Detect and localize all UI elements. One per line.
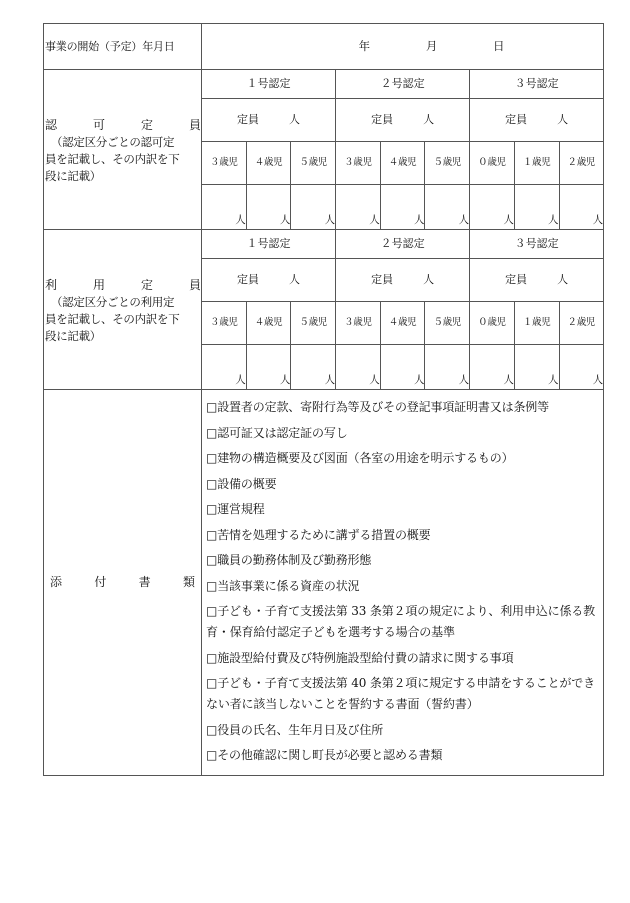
attachments-row — [44, 390, 604, 776]
start-date-row — [44, 24, 604, 70]
usage-capacity-title: 利 用 定 員 — [45, 277, 201, 292]
attachment-checkbox-item[interactable]: □役員の氏名、生年月日及び住所 — [206, 722, 384, 737]
approved-count-field[interactable]: 人 — [559, 185, 604, 230]
attachment-checkbox-item[interactable]: □子ども・子育て支援法第 33 条第２項の規定により、利用申込に係る教育・保育給付認定子どもを選考する場合の基準 — [206, 604, 596, 639]
attachment-checkbox-item[interactable]: □職員の勤務体制及び勤務形態 — [206, 553, 372, 567]
usage-count-field[interactable]: 人 — [202, 345, 247, 390]
usage-cat1-capacity-field[interactable]: 定員 人 — [202, 259, 336, 302]
approved-count-field[interactable]: 人 — [425, 185, 470, 230]
usage-age-header: ３歳児 — [336, 302, 381, 345]
usage-count-field[interactable]: 人 — [291, 345, 336, 390]
approved-age-header: ４歳児 — [246, 142, 291, 185]
approved-count-field[interactable]: 人 — [514, 185, 559, 230]
checkbox-icon[interactable]: □ — [206, 578, 218, 593]
usage-age-header: ２歳児 — [559, 302, 604, 345]
checkbox-icon[interactable]: □ — [206, 676, 218, 690]
usage-cat3-capacity-field[interactable]: 定員 人 — [470, 259, 604, 302]
approved-age-header: ５歳児 — [291, 142, 336, 185]
approved-age-header: ３歳児 — [202, 142, 247, 185]
approved-cat2-header: ２号認定 — [336, 70, 470, 99]
approved-count-field[interactable]: 人 — [246, 185, 291, 230]
approved-age-header: ２歳児 — [559, 142, 604, 185]
approved-count-field[interactable]: 人 — [470, 185, 515, 230]
approved-age-header: ０歳児 — [470, 142, 515, 185]
usage-count-field[interactable]: 人 — [380, 345, 425, 390]
usage-capacity-label — [44, 230, 202, 390]
usage-count-field[interactable]: 人 — [514, 345, 559, 390]
approved-count-field[interactable]: 人 — [291, 185, 336, 230]
usage-age-header: ５歳児 — [291, 302, 336, 345]
checkbox-icon[interactable]: □ — [206, 476, 218, 491]
usage-cat1-header: １号認定 — [202, 230, 336, 259]
usage-count-field[interactable]: 人 — [336, 345, 381, 390]
usage-age-header: ０歳児 — [470, 302, 515, 345]
attachments-label: 添 付 書 類 — [44, 390, 202, 776]
usage-capacity-description: （認定区分ごとの利用定 員を記載し、その内訳を下 段に記載） — [45, 295, 180, 343]
usage-count-field[interactable]: 人 — [425, 345, 470, 390]
attachments-checklist — [202, 390, 604, 776]
attachment-checkbox-item[interactable]: □施設型給付費及び特例施設型給付費の請求に関する事項 — [206, 650, 514, 665]
approved-cat3-header: ３号認定 — [470, 70, 604, 99]
approved-cat2-capacity-field[interactable]: 定員 人 — [336, 99, 470, 142]
checkbox-icon[interactable]: □ — [206, 451, 218, 465]
checkbox-icon[interactable]: □ — [206, 722, 218, 737]
attachment-checkbox-item[interactable]: □その他確認に関し町長が必要と認める書類 — [206, 748, 443, 762]
approved-count-field[interactable]: 人 — [202, 185, 247, 230]
application-form-table — [43, 23, 604, 776]
month-label: 月 — [425, 38, 438, 53]
start-date-field[interactable] — [202, 24, 604, 70]
attachment-checkbox-item[interactable]: □運営規程 — [206, 502, 265, 516]
usage-count-field[interactable]: 人 — [559, 345, 604, 390]
attachment-checkbox-item[interactable]: □苦情を処理するために講ずる措置の概要 — [206, 527, 431, 542]
checkbox-icon[interactable]: □ — [206, 553, 218, 567]
approved-cat3-capacity-field[interactable]: 定員 人 — [470, 99, 604, 142]
start-date-label: 事業の開始（予定）年月日 — [44, 24, 202, 70]
usage-age-header: ５歳児 — [425, 302, 470, 345]
approved-capacity-label — [44, 70, 202, 230]
approved-count-field[interactable]: 人 — [336, 185, 381, 230]
year-label: 年 — [358, 38, 371, 53]
attachment-checkbox-item[interactable]: □設備の概要 — [206, 476, 277, 491]
checkbox-icon[interactable]: □ — [206, 425, 218, 440]
usage-age-header: ４歳児 — [246, 302, 291, 345]
usage-age-header: ４歳児 — [380, 302, 425, 345]
checkbox-icon[interactable]: □ — [206, 604, 218, 618]
approved-capacity-title: 認 可 定 員 — [45, 117, 201, 132]
usage-cat3-header: ３号認定 — [470, 230, 604, 259]
usage-count-field[interactable]: 人 — [246, 345, 291, 390]
approved-count-field[interactable]: 人 — [380, 185, 425, 230]
approved-age-header: ４歳児 — [380, 142, 425, 185]
checkbox-icon[interactable]: □ — [206, 650, 218, 665]
approved-cat1-capacity-field[interactable]: 定員 人 — [202, 99, 336, 142]
attachment-checkbox-item[interactable]: □当該事業に係る資産の状況 — [206, 578, 360, 593]
attachment-checkbox-item[interactable]: □設置者の定款、寄附行為等及びその登記事項証明書又は条例等 — [206, 400, 550, 414]
checkbox-icon[interactable]: □ — [206, 527, 218, 542]
usage-age-header: ３歳児 — [202, 302, 247, 345]
checkbox-icon[interactable]: □ — [206, 502, 218, 516]
day-label: 日 — [492, 38, 505, 53]
approved-cat1-header: １号認定 — [202, 70, 336, 99]
approved-capacity-description: （認定区分ごとの認可定 員を記載し、その内訳を下 段に記載） — [45, 135, 180, 183]
usage-cat2-capacity-field[interactable]: 定員 人 — [336, 259, 470, 302]
checkbox-icon[interactable]: □ — [206, 748, 218, 762]
usage-age-header: １歳児 — [514, 302, 559, 345]
approved-age-header: ３歳児 — [336, 142, 381, 185]
checkbox-icon[interactable]: □ — [206, 400, 218, 414]
approved-age-header: １歳児 — [514, 142, 559, 185]
usage-category-row — [44, 230, 604, 259]
attachment-checkbox-item[interactable]: □子ども・子育て支援法第 40 条第２項に規定する申請をすることができない者に該当しないことを誓約する書面（誓約書） — [206, 676, 596, 711]
attachment-checkbox-item[interactable]: □認可証又は認定証の写し — [206, 425, 348, 440]
approved-age-header: ５歳児 — [425, 142, 470, 185]
usage-count-field[interactable]: 人 — [470, 345, 515, 390]
usage-cat2-header: ２号認定 — [336, 230, 470, 259]
approved-category-row — [44, 70, 604, 99]
attachment-checkbox-item[interactable]: □建物の構造概要及び図面（各室の用途を明示するもの） — [206, 451, 514, 465]
